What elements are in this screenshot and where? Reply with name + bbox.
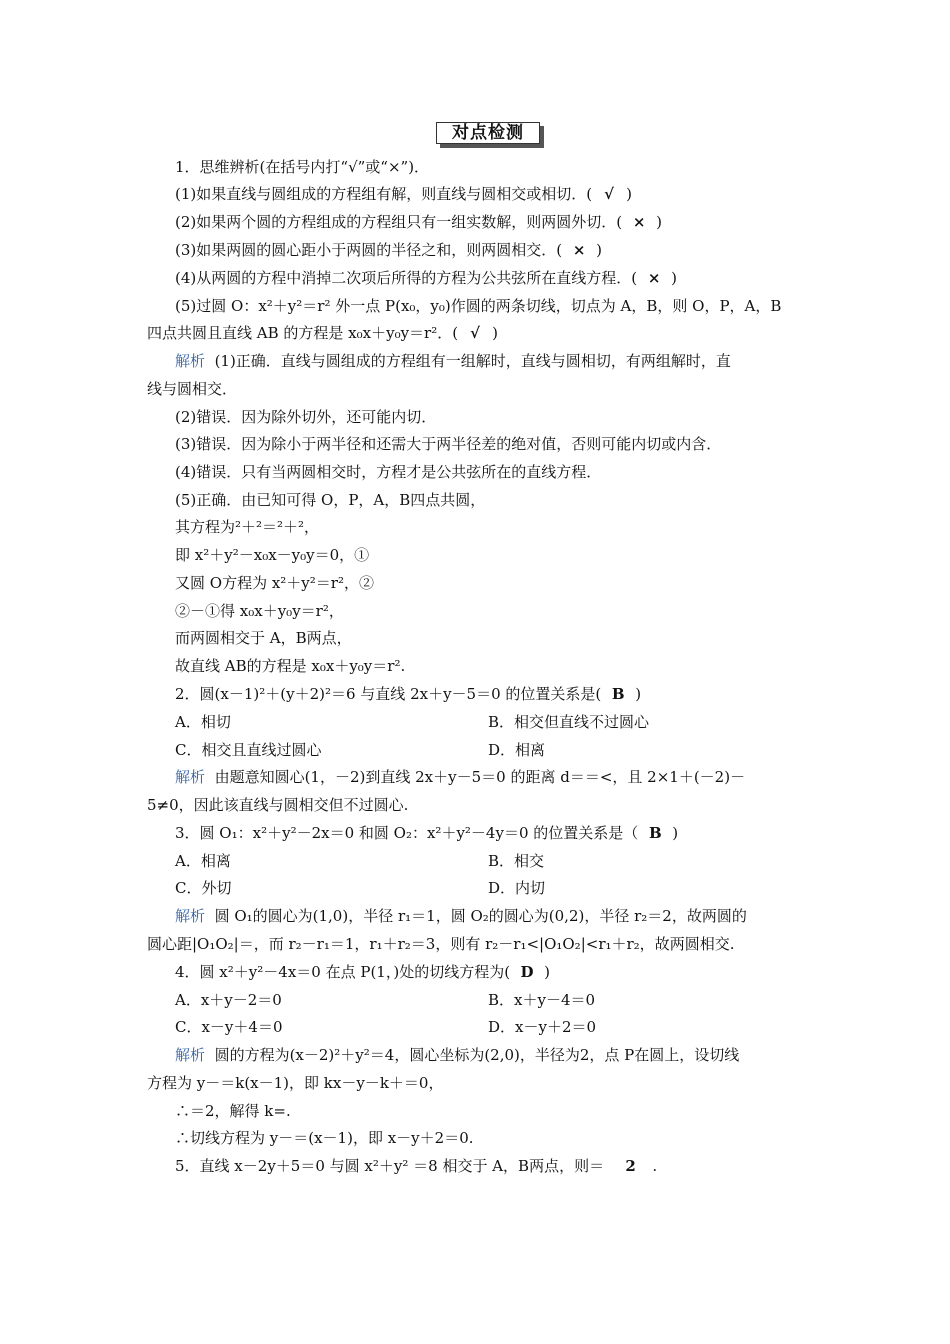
q4-answer: D xyxy=(520,963,534,981)
q2-option-b: B．相交但直线不过圆心 xyxy=(488,713,650,731)
explanation-label: 解析 xyxy=(175,1046,206,1064)
q1-explanation-8: 又圆 O方程为 x²＋y²＝r²，② xyxy=(175,574,374,592)
q1-s5-line1: (5)过圆 O：x²＋y²＝r² 外一点 P(x₀，y₀)作圆的两条切线，切点为 A，B，则 O，P，A，B xyxy=(175,297,782,315)
q5-stem: 5．直线 x－2y＋5＝0 与圆 x²＋y² ＝8 相交于 A，B两点，则＝ 2 . xyxy=(175,1157,658,1175)
q2-answer: B xyxy=(611,685,625,703)
q4-text: 4．圆 x²＋y²－4x＝0 在点 P(1，)处的切线方程为( xyxy=(175,963,511,981)
q1-s5-text: 四点共圆且直线 AB 的方程是 x₀x＋y₀y＝r²．( xyxy=(147,324,459,342)
q1-explanation-10: 而两圆相交于 A，B两点， xyxy=(175,629,352,647)
q4-e1-text: 圆的方程为(x－2)²＋y²＝4，圆心坐标为(2,0)，半径为2，点 P在圆上，设切线 xyxy=(214,1046,740,1064)
q1-explanation-1a xyxy=(175,351,731,371)
explanation-label: 解析 xyxy=(175,907,206,925)
section-banner xyxy=(436,122,544,148)
q1-s1-answer: √ xyxy=(604,185,615,203)
q2-option-a: A．相切 xyxy=(175,713,231,731)
explanation-label: 解析 xyxy=(175,352,206,370)
q1-explanation-4: (4)错误．只有当两圆相交时，方程才是公共弦所在的直线方程． xyxy=(175,463,602,481)
q2-explanation-1 xyxy=(175,767,745,787)
q3-answer: B xyxy=(648,824,662,842)
q5-text: 5．直线 x－2y＋5＝0 与圆 x²＋y² ＝8 相交于 A，B两点，则＝ xyxy=(175,1157,605,1175)
q3-e1-text: 圆 O₁的圆心为(1,0)，半径 r₁＝1，圆 O₂的圆心为(0,2)，半径 r₂＝2，故两圆的 xyxy=(214,907,747,925)
q4-explanation-3: ∴＝2，解得 k=. xyxy=(175,1102,291,1120)
q3-option-b: B．相交 xyxy=(488,852,545,870)
q1-explanation-11: 故直线 AB的方程是 x₀x＋y₀y＝r². xyxy=(175,657,406,675)
q2-option-c: C．相交且直线过圆心 xyxy=(175,741,322,759)
q1-title: 1．思维辨析(在括号内打“√”或“×”)． xyxy=(175,158,430,176)
q2-explanation-2: 5≠0，因此该直线与圆相交但不过圆心. xyxy=(147,796,409,814)
q1-explanation-1b: 线与圆相交． xyxy=(147,380,238,398)
q4-explanation-1 xyxy=(175,1045,739,1065)
q1-s2-text: (2)如果两个圆的方程组成的方程组只有一组实数解，则两圆外切．( xyxy=(175,213,623,231)
q1-explanation-2: (2)错误．因为除外切外，还可能内切． xyxy=(175,408,437,426)
q3-text: 3．圆 O₁：x²＋y²－2x＝0 和圆 O₂：x²＋y²－4y＝0 的位置关系是（ xyxy=(175,824,639,842)
q2-option-d: D．相离 xyxy=(488,741,546,759)
q1-s5-line2: 四点共圆且直线 AB 的方程是 x₀x＋y₀y＝r²．( √ ) xyxy=(147,324,498,342)
q1-s2: (2)如果两个圆的方程组成的方程组只有一组实数解，则两圆外切．( × ) xyxy=(175,213,662,231)
q4-explanation-4: ∴切线方程为 y－＝(x－1)，即 x－y＋2＝0. xyxy=(175,1129,474,1147)
q1-e1a-text: (1)正确．直线与圆组成的方程组有一组解时，直线与圆相切，有两组解时，直 xyxy=(214,352,731,370)
q4-option-b: B．x＋y－4＝0 xyxy=(488,991,596,1009)
q1-explanation-3: (3)错误．因为除小于两半径和还需大于两半径差的绝对值，否则可能内切或内含． xyxy=(175,435,722,453)
q1-s4: (4)从两圆的方程中消掉二次项后所得的方程为公共弦所在直线方程．( × ) xyxy=(175,269,677,287)
q3-option-a: A．相离 xyxy=(175,852,231,870)
q1-s3-answer: × xyxy=(572,241,586,259)
q3-option-c: C．外切 xyxy=(175,879,232,897)
q1-s5-answer: √ xyxy=(470,324,481,342)
q1-explanation-6: 其方程为²＋²＝²＋²， xyxy=(175,518,320,536)
q2-text: 2．圆(x－1)²＋(y＋2)²＝6 与直线 2x＋y－5＝0 的位置关系是( xyxy=(175,685,602,703)
q5-answer: 2 xyxy=(625,1157,636,1175)
q4-option-c: C．x－y＋4＝0 xyxy=(175,1018,283,1036)
q1-explanation-7: 即 x²＋y²－x₀x－y₀y＝0，① xyxy=(175,546,370,564)
explanation-label: 解析 xyxy=(175,768,206,786)
q3-stem: 3．圆 O₁：x²＋y²－2x＝0 和圆 O₂：x²＋y²－4y＝0 的位置关系是（ B ) xyxy=(175,824,679,842)
q1-s3-text: (3)如果两圆的圆心距小于两圆的半径之和，则两圆相交．( xyxy=(175,241,563,259)
q1-explanation-9: ②－①得 x₀x＋y₀y＝r²， xyxy=(175,602,344,620)
q1-explanation-5: (5)正确．由已知可得 O，P，A，B四点共圆， xyxy=(175,491,486,509)
q4-option-a: A．x＋y－2＝0 xyxy=(175,991,282,1009)
q1-s3: (3)如果两圆的圆心距小于两圆的半径之和，则两圆相交．( × ) xyxy=(175,241,602,259)
q2-stem: 2．圆(x－1)²＋(y＋2)²＝6 与直线 2x＋y－5＝0 的位置关系是( B ) xyxy=(175,685,642,703)
q1-s4-text: (4)从两圆的方程中消掉二次项后所得的方程为公共弦所在直线方程．( xyxy=(175,269,638,287)
q2-e1-text: 由题意知圆心(1，－2)到直线 2x＋y－5＝0 的距离 d＝＝<，且 2×1＋(－2)－ xyxy=(214,768,746,786)
q4-explanation-2: 方程为 y－＝k(x－1)，即 kx－y－k＋＝0， xyxy=(147,1074,444,1092)
q1-s2-answer: × xyxy=(632,213,646,231)
q4-stem: 4．圆 x²＋y²－4x＝0 在点 P(1，)处的切线方程为( D ) xyxy=(175,963,550,981)
q4-option-d: D．x－y＋2＝0 xyxy=(488,1018,597,1036)
q3-explanation-1 xyxy=(175,906,747,926)
q1-s1: (1)如果直线与圆组成的方程组有解，则直线与圆相交或相切．( √ ) xyxy=(175,185,632,203)
q3-explanation-2: 圆心距|O₁O₂|＝，而 r₂－r₁＝1，r₁＋r₂＝3，则有 r₂－r₁<|O₁O₂|<r₁＋r₂，故两圆相交. xyxy=(147,935,735,953)
q3-option-d: D．内切 xyxy=(488,879,546,897)
q1-s4-answer: × xyxy=(647,269,661,287)
q1-s1-text: (1)如果直线与圆组成的方程组有解，则直线与圆相交或相切．( xyxy=(175,185,593,203)
banner-title: 对点检测 xyxy=(436,122,540,144)
